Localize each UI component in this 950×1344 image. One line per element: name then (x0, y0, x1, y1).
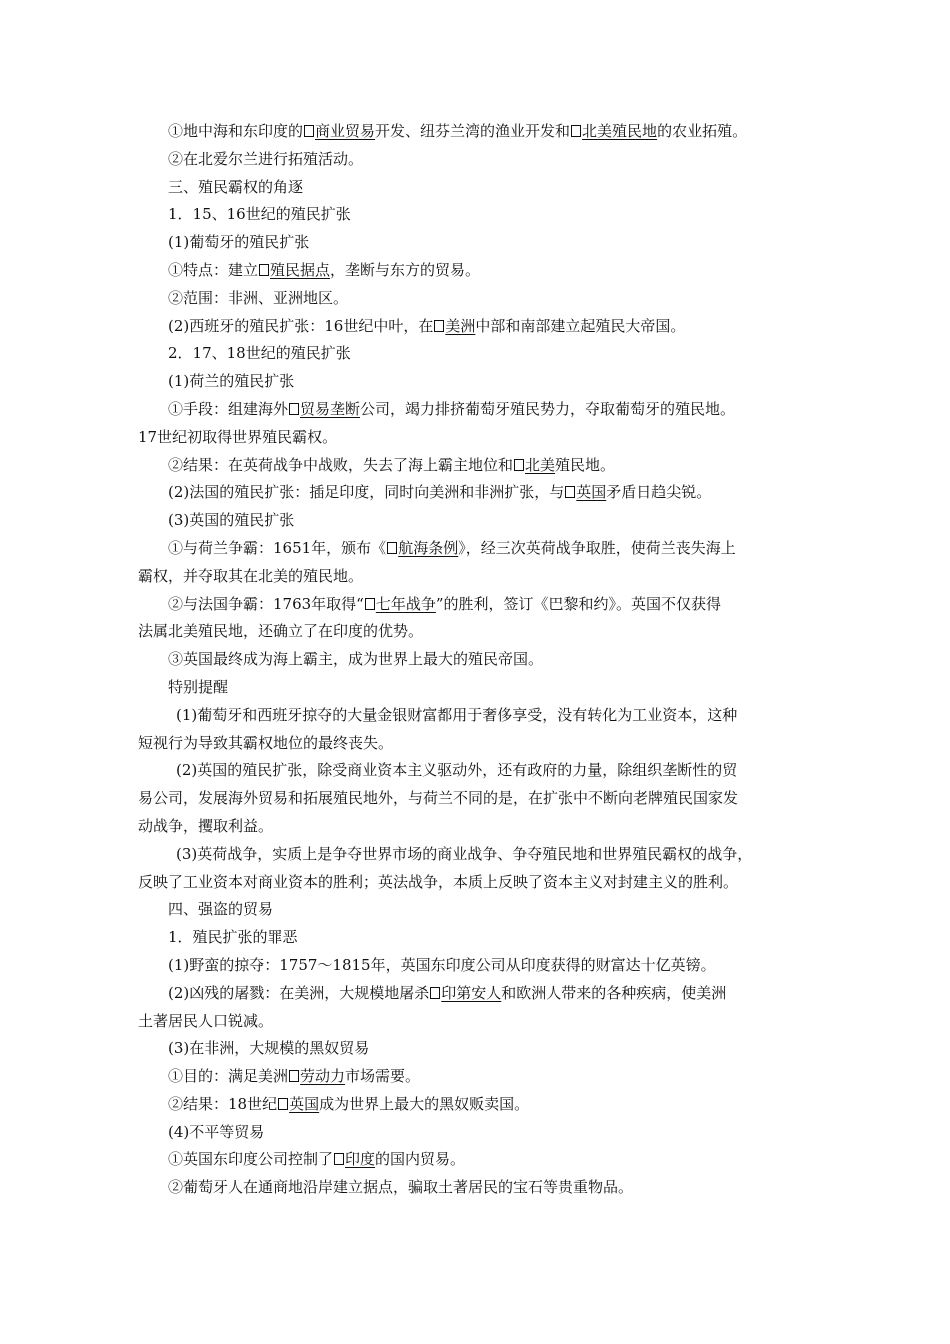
line-text: 法属北美殖民地，还确立了在印度的优势。 (138, 622, 424, 641)
text-line (138, 257, 828, 285)
blank-answer: 印度 (345, 1150, 376, 1169)
line-text: ①手段：组建海外 (168, 399, 289, 418)
line-text: (4)不平等贸易 (168, 1122, 265, 1141)
line-text: ①特点：建立 (168, 260, 259, 279)
line-text: 17世纪初取得世界殖民霸权。 (138, 427, 338, 446)
fill-in-blank (364, 595, 436, 613)
fill-in-blank (288, 1067, 345, 1085)
line-text: 市场需要。 (345, 1067, 421, 1086)
line-text: (1)葡萄牙和西班牙掠夺的大量金银财富都用于奢侈享受，没有转化为工业资本，这种 (176, 705, 738, 724)
line-text: (2)凶残的屠戮：在美洲，大规模地屠杀 (168, 983, 430, 1002)
line-text: 特别提醒 (168, 677, 229, 696)
line-text: 短视行为导致其霸权地位的最终丧失。 (138, 733, 394, 752)
blank-box-icon (430, 987, 440, 999)
text-line (138, 229, 828, 257)
text-line (138, 118, 828, 146)
line-text: 土著居民人口锐减。 (138, 1011, 274, 1030)
text-line (138, 924, 828, 952)
line-text: 的国内贸易。 (375, 1150, 466, 1169)
line-text: (2)西班牙的殖民扩张：16世纪中叶，在 (168, 316, 434, 335)
line-text: 和欧洲人带来的各种疾病，使美洲 (501, 983, 727, 1002)
fill-in-blank (564, 483, 606, 501)
text-line (138, 674, 828, 702)
document-body (138, 118, 828, 1202)
text-line (138, 174, 828, 202)
blank-box-icon (571, 125, 581, 137)
text-line (138, 646, 828, 674)
blank-box-icon (259, 264, 269, 276)
fill-in-blank (513, 456, 555, 474)
text-line (138, 340, 828, 368)
fill-in-blank (258, 261, 330, 279)
blank-answer: 北美殖民地 (582, 122, 658, 140)
line-text: 易公司，发展海外贸易和拓展殖民地外，与荷兰不同的是，在扩张中不断向老牌殖民国家发 (138, 789, 739, 808)
text-line (138, 452, 828, 480)
text-line (138, 424, 828, 452)
text-line (138, 841, 828, 869)
line-text: ②与法国争霸：1763年取得“ (168, 594, 364, 613)
blank-answer: 贸易垄断 (300, 399, 361, 418)
blank-answer: 七年战争 (375, 594, 436, 613)
fill-in-blank (303, 122, 375, 140)
line-text: ①与荷兰争霸：1651年，颁布《 (168, 538, 387, 557)
line-text: (3)英荷战争，实质上是争夺世界市场的商业战争、争夺殖民地和世界殖民霸权的战争， (176, 844, 753, 863)
text-line (138, 730, 828, 758)
text-line (138, 535, 828, 563)
line-text: 》，经三次英荷战争取胜，使荷兰丧失海上 (458, 538, 736, 557)
blank-answer: 商业贸易 (315, 122, 376, 140)
line-text: (2)法国的殖民扩张：插足印度，同时向美洲和非洲扩张，与 (168, 483, 565, 502)
line-text: ②范围：非洲、亚洲地区。 (168, 288, 349, 307)
text-line (138, 702, 828, 730)
blank-box-icon (514, 459, 524, 471)
fill-in-blank (277, 1095, 319, 1113)
fill-in-blank (333, 1150, 375, 1168)
text-line (138, 1063, 828, 1091)
line-text: ①目的：满足美洲 (168, 1067, 289, 1086)
line-text: 四、强盗的贸易 (168, 900, 274, 919)
line-text: ”的胜利，签订《巴黎和约》。英国不仅获得 (435, 594, 722, 613)
text-line (138, 201, 828, 229)
line-text: 公司，竭力排挤葡萄牙殖民势力，夺取葡萄牙的殖民地。 (360, 399, 736, 418)
line-text: (3)在非洲，大规模的黑奴贸易 (168, 1039, 370, 1058)
blank-answer: 美洲 (445, 316, 476, 335)
text-line (138, 813, 828, 841)
text-line (138, 952, 828, 980)
blank-box-icon (365, 598, 375, 610)
line-text: 成为世界上最大的黑奴贩卖国。 (319, 1094, 530, 1113)
text-line (138, 285, 828, 313)
text-line (138, 313, 828, 341)
line-text: ③英国最终成为海上霸主，成为世界上最大的殖民帝国。 (168, 650, 544, 669)
blank-box-icon (387, 542, 397, 554)
text-line (138, 1008, 828, 1036)
line-text: (2)英国的殖民扩张，除受商业资本主义驱动外，还有政府的力量，除组织垄断性的贸 (176, 761, 738, 780)
text-line (138, 368, 828, 396)
text-line (138, 1174, 828, 1202)
text-line (138, 896, 828, 924)
blank-answer: 劳动力 (300, 1067, 346, 1086)
line-text: ②葡萄牙人在通商地沿岸建立据点，骗取土著居民的宝石等贵重物品。 (168, 1178, 634, 1197)
line-text: 霸权，并夺取其在北美的殖民地。 (138, 566, 364, 585)
text-line (138, 785, 828, 813)
line-text: 反映了工业资本对商业资本的胜利；英法战争，本质上反映了资本主义对封建主义的胜利。 (138, 872, 739, 891)
text-line (138, 1119, 828, 1147)
line-text: 1．殖民扩张的罪恶 (168, 928, 298, 947)
line-text: 的农业拓殖。 (657, 122, 748, 140)
fill-in-blank (429, 984, 501, 1002)
text-line (138, 146, 828, 174)
text-line (138, 1091, 828, 1119)
blank-box-icon (565, 486, 575, 498)
line-text: (1)荷兰的殖民扩张 (168, 372, 295, 391)
line-text: (3)英国的殖民扩张 (168, 511, 295, 530)
line-text: 1．15、16世纪的殖民扩张 (168, 205, 351, 224)
line-text: (1)葡萄牙的殖民扩张 (168, 233, 310, 252)
text-line (138, 591, 828, 619)
blank-box-icon (304, 125, 314, 137)
text-line (138, 1035, 828, 1063)
fill-in-blank (386, 539, 458, 557)
blank-answer: 北美 (525, 455, 556, 474)
blank-answer: 印第安人 (441, 983, 502, 1002)
line-text: ②在北爱尔兰进行拓殖活动。 (168, 149, 364, 168)
blank-box-icon (334, 1153, 344, 1165)
fill-in-blank (288, 400, 360, 418)
text-line (138, 618, 828, 646)
line-text: ②结果：在英荷战争中战败，失去了海上霸主地位和 (168, 455, 514, 474)
blank-answer: 英国 (576, 483, 607, 502)
blank-box-icon (434, 320, 444, 332)
text-line (138, 980, 828, 1008)
blank-box-icon (289, 1070, 299, 1082)
blank-box-icon (289, 403, 299, 415)
fill-in-blank (433, 317, 475, 335)
line-text: ①英国东印度公司控制了 (168, 1150, 334, 1169)
line-text: 动战争，攫取利益。 (138, 816, 274, 835)
blank-answer: 英国 (289, 1094, 320, 1113)
text-line (138, 757, 828, 785)
text-line (138, 507, 828, 535)
blank-answer: 航海条例 (398, 538, 459, 557)
line-text: ①地中海和东印度的 (168, 122, 304, 140)
blank-answer: 殖民据点 (270, 260, 331, 279)
fill-in-blank (570, 122, 657, 140)
line-text: 矛盾日趋尖锐。 (606, 483, 712, 502)
line-text: ，垄断与东方的贸易。 (330, 260, 481, 279)
text-line (138, 869, 828, 897)
line-text: ②结果：18世纪 (168, 1094, 278, 1113)
line-text: 2．17、18世纪的殖民扩张 (168, 344, 351, 363)
blank-box-icon (278, 1098, 288, 1110)
text-line (138, 563, 828, 591)
text-line (138, 1146, 828, 1174)
line-text: 开发、纽芬兰湾的渔业开发和 (375, 122, 571, 140)
line-text: 中部和南部建立起殖民大帝国。 (475, 316, 686, 335)
line-text: (1)野蛮的掠夺：1757～1815年，英国东印度公司从印度获得的财富达十亿英镑。 (168, 955, 716, 974)
text-line (138, 396, 828, 424)
line-text: 三、殖民霸权的角逐 (168, 177, 304, 196)
line-text: 殖民地。 (555, 455, 616, 474)
text-line (138, 479, 828, 507)
